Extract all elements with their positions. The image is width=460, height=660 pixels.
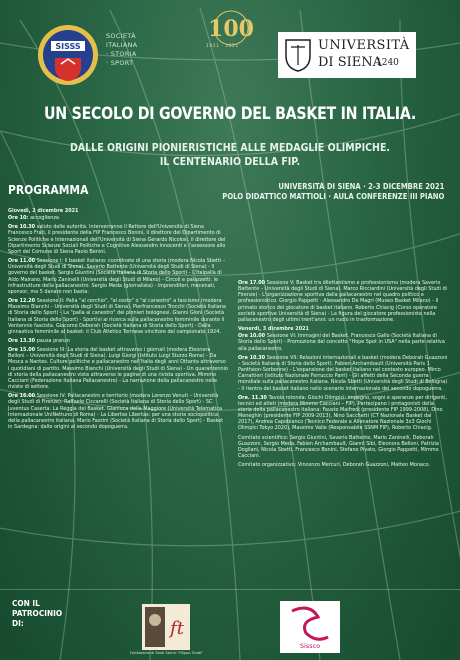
- program-session: [8, 224, 228, 255]
- venue-info: [222, 182, 444, 202]
- session-time: Ore 10.00: [238, 333, 267, 340]
- session-text: Venerdì, 3 dicembre 2021: [238, 326, 309, 333]
- poster-subtitle: [32, 141, 428, 169]
- session-text: Sessione VII: Relazioni internazionali e basket (modera Deborah Guazzoni – Società Italiana di Storia dello Sport). Fabien Archambault (Università Paris 1 Panthéon-Sorbonne) - L'espansione del basket italiano nel contesto europeo. Mirco Carrattieri (Istituto Nazionale Ferruccio Parri) - Gli affetti della Seconda guerra mondiale sulla pallacanestro italiana. Nicola Sbetti (Università degli Studi di Bologna) - Il rientro del basket italiano nello scenario internazionale del secondo dopoguerra.: [238, 354, 448, 392]
- sissco-mark: Sissco: [299, 642, 321, 650]
- program-session: [238, 355, 448, 392]
- session-time: Ore 11.00: [8, 258, 37, 265]
- program-session: [8, 258, 228, 295]
- session-time: Ore 17.00: [238, 280, 267, 286]
- poster-title: UN SECOLO DI GOVERNO DEL BASKET IN ITALIA.: [44, 104, 416, 123]
- unisi-line2: DI SIENA: [318, 55, 382, 70]
- footer-divider: [0, 589, 460, 590]
- sisss-line: · SPORT: [106, 59, 134, 67]
- venue-line: POLO DIDATTICO MATTIOLI · AULA CONFERENZE III PIANO: [221, 192, 444, 201]
- session-text: Sessione IV: Pallacanestro e territorio (modera Lorenzo Venuti – Università degli Studi di Firenze). Raffaele Ciccarelli (Società Italiana di Storia dello Sport) - SC Juventus Caserta: La Reggia dei Basket. Gianluca della Maggiore (Università Telematica Internazionale UniNettuno di Roma) - La Libertas Libertas: per una storia sociopolitica della pallacanestro italiana. Mario Fazzini (Società Italiana di Storia dello Sport) - Basket in Sardegna: dalle origini al secondo dopoguerra.: [8, 393, 224, 430]
- sisss-line: SOCIETÀ: [106, 32, 136, 40]
- session-time: Ore 16.00: [8, 393, 37, 400]
- sissco-logo-icon: [280, 601, 340, 653]
- subtitle-line: IL CENTENARIO DELLA FIP.: [159, 155, 301, 168]
- program-session: [8, 347, 228, 390]
- svg-text:SISSS: SISSS: [55, 42, 81, 51]
- program-day: [8, 208, 228, 214]
- patrocinio-line: DI:: [12, 618, 24, 628]
- program-day: [238, 326, 448, 332]
- sisss-logo-icon: [37, 24, 99, 86]
- session-text: Comitato organizzativo: Vincenzo Mercuri, Deborah Guazzoni, Matteo Monaco.: [238, 462, 431, 469]
- patrocinio-label: [12, 598, 62, 628]
- session-time: Ore 10.30: [8, 224, 37, 231]
- centenary-number: 100: [208, 16, 254, 42]
- turati-foundation-logo-icon: [142, 604, 190, 650]
- program-session: [238, 462, 448, 468]
- session-time: Ore 12.20: [8, 298, 37, 305]
- session-time: Ore 13.30: [8, 337, 37, 344]
- program-column-left: [8, 206, 228, 433]
- session-text: Sessione III: La storia del basket attraverso i giornali (modera Eleonora Belloni – Università degli Studi di Siena). Luigi Giorgi (Istituto Luigi Sturzo Roma) - Da Mosca a Nantes. Culture politiche e pallacanestro nell'Italia degli anni Ottanta attraverso i quotidiani di partito. Massimo Bianchi (Università degli Studi di Siena) - Un quarantennio di storia della pallacanestro vista attraverso le pagine di una rivista sportiva. Mimmo Cacciani (Federazione Italiana Pallacanestro) - La narrazione della pallacanestro nelle riviste di settore.: [8, 347, 228, 391]
- sisss-line: · STORIA: [106, 50, 137, 58]
- session-text: Sessione V: Basket tra dilettantismo e professionismo (modera Saverio Battente – Università degli Studi di Siena). Marco Ricciardini (Università degli Studi di Firenze) - L'organizzazione sportiva dalla pallacanestro nel quadro politico e professionistico. Giorgio Pappetti - Alessandro De Magri (Museo Basket Milano) - Il primato storico del giocatore di basket italiano. Roberto Chiacig (Corso operatore società sportive Università di Siena) - La figura del giocatore professionista nella pallacanestro degli ultimi trent'anni: un ruolo in trasformazione.: [238, 280, 447, 323]
- session-time: Ore 10:: [8, 215, 31, 222]
- ft-mark: ft: [170, 618, 184, 639]
- session-text: Sessione II: Palla "al cerchio", "al cesto" o "al canestro" a fascismo (modera Massimo Bianchi – Università degli Studi di Siena). Pierfrancesco Trocchi (Società Italiana di Storia dello Sport) - La "palla al canestro" dei pionieri bolognesi. Gianni Gloni (Società Italiana di Storia dello Sport) - Sportivi ai ricerca sulla pallacanestro femminile durante il Ventennio fascista. Giacomo Deborah (Società Italiana di Storia dello Sport) - Dalla ginnastica femminile al basket: il Club Atletico Torinese vincitore del campionato 1924.: [8, 298, 226, 335]
- unisi-logo: [278, 32, 416, 78]
- patrocinio-line: CON IL: [12, 598, 40, 608]
- sisss-name: [106, 32, 138, 68]
- program-session: [8, 393, 228, 430]
- session-text: saluto delle autorità. Interverranno il Rettore dell'Università di Siena Francesco Frati, il presidente della FIP Francesco Bonini, il direttore del Dipartimento di Scienze Politiche e Internazionali dell'Università di Siena Gerardo Nicolosi, il direttore del Dipartimento Scienze Sociali Politiche e Cognitive Alessandro Innocenti e l'assessore allo Sport del Comune di Siena Paolo Benini.: [8, 224, 226, 255]
- program-session: [8, 338, 228, 344]
- program-column-right: [238, 280, 448, 471]
- unisi-line1: UNIVERSITÀ: [318, 38, 410, 53]
- session-text: Tavola rotonda: Giochi Olimpici: impegno, sogni e speranze per dirigenti, tecnici ed atleti (modera Mimmo Cacciani – FIP). Partecipano i protagonisti della storia della pallacanestro italiana: Fausto Maifredi (presidente FIP 1999-2008), Dino Meneghin (presidente FIP 2009-2013), Nino Sacchetti (CT Nazionale Basket dal 2017), Andrea Capobianco (Tecnico Federale e Allenatore Nazionale 3x3 Giochi Olimpici Tokyo 2020), Massimo Valle (Responsabile SSNM FIP), Roberto Chiacig.: [238, 394, 447, 432]
- session-text: accoglienza: [30, 215, 59, 222]
- program-session: [8, 215, 228, 221]
- session-time: Ore 10.30: [238, 354, 267, 361]
- session-text: Giovedì, 2 dicembre 2021: [8, 208, 79, 214]
- sisss-line: ITALIANA: [106, 41, 138, 49]
- venue-line: UNIVERSITÀ DI SIENA · 2-3 DICEMBRE 2021: [277, 182, 444, 191]
- program-session: [238, 280, 448, 323]
- session-text: pausa pranzo: [36, 337, 70, 344]
- unisi-year: 1240: [376, 58, 399, 68]
- program-session: [238, 435, 448, 460]
- ft-caption: Fondazione di Studi Storici "Filippo Turati": [130, 651, 203, 655]
- program-session: [238, 333, 448, 351]
- program-session: [238, 395, 448, 432]
- session-time: Ore. 11.30: [238, 394, 269, 401]
- session-text: Sessione VI: Immagini del Basket. Francesco Gallo (Società Italiana di Storia dello Sport) - Promozione del concetto "Hope Spot in USA" nella parte relativa alla pallacanestro.: [238, 333, 445, 352]
- program-session: [8, 298, 228, 335]
- subtitle-line: DALLE ORIGINI PIONIERISTICHE ALLE MEDAGLIE OLIMPICHE.: [69, 141, 391, 154]
- centenary-years: 1921 · 2021: [206, 44, 239, 49]
- fip-centenary-logo-icon: [196, 8, 266, 48]
- programma-heading: PROGRAMMA: [8, 182, 89, 197]
- session-text: Comitato scientifico: Sergio Giuntini, Saverio Battente, Mario Zaninelli, Deborah Guazzoni, Sergio Meda, Fabien Archambault, Gianni Sibi, Eleonora Belloni, Patrizia Dogliani, Nicola Sbetti, Francesco Bonini, Stefano Pivato, Giorgio Pappetti, Mimmo Cacciani.: [238, 434, 439, 460]
- unisi-crest-icon: [283, 37, 313, 73]
- sisss-line-text: SPORT: [110, 59, 134, 67]
- session-time: Ore 15.00: [8, 347, 37, 354]
- patrocinio-line: PATROCINIO: [12, 608, 63, 618]
- sisss-line-text: STORIA: [110, 50, 137, 58]
- session-text: Sessione I: Il basket italiano: coordinate di una storia (modera Nicola Sbetti – Università degli Studi di Siena). Saverio Battente (Università degli Studi di Siena) - Il governo del basket. Sergio Giuntini (Società Italiana di Storia dello Sport) - L'Italpalla di Aldo Mairano. Mario Zaninelli (Università degli Studi di Milano) - Circoli e palazzetti: le infrastrutture della pallacanestro. Sergio Meda (giornalista) - Imprenditori, mecenati, sponsor, ma 5 danaro non basta.: [8, 258, 226, 295]
